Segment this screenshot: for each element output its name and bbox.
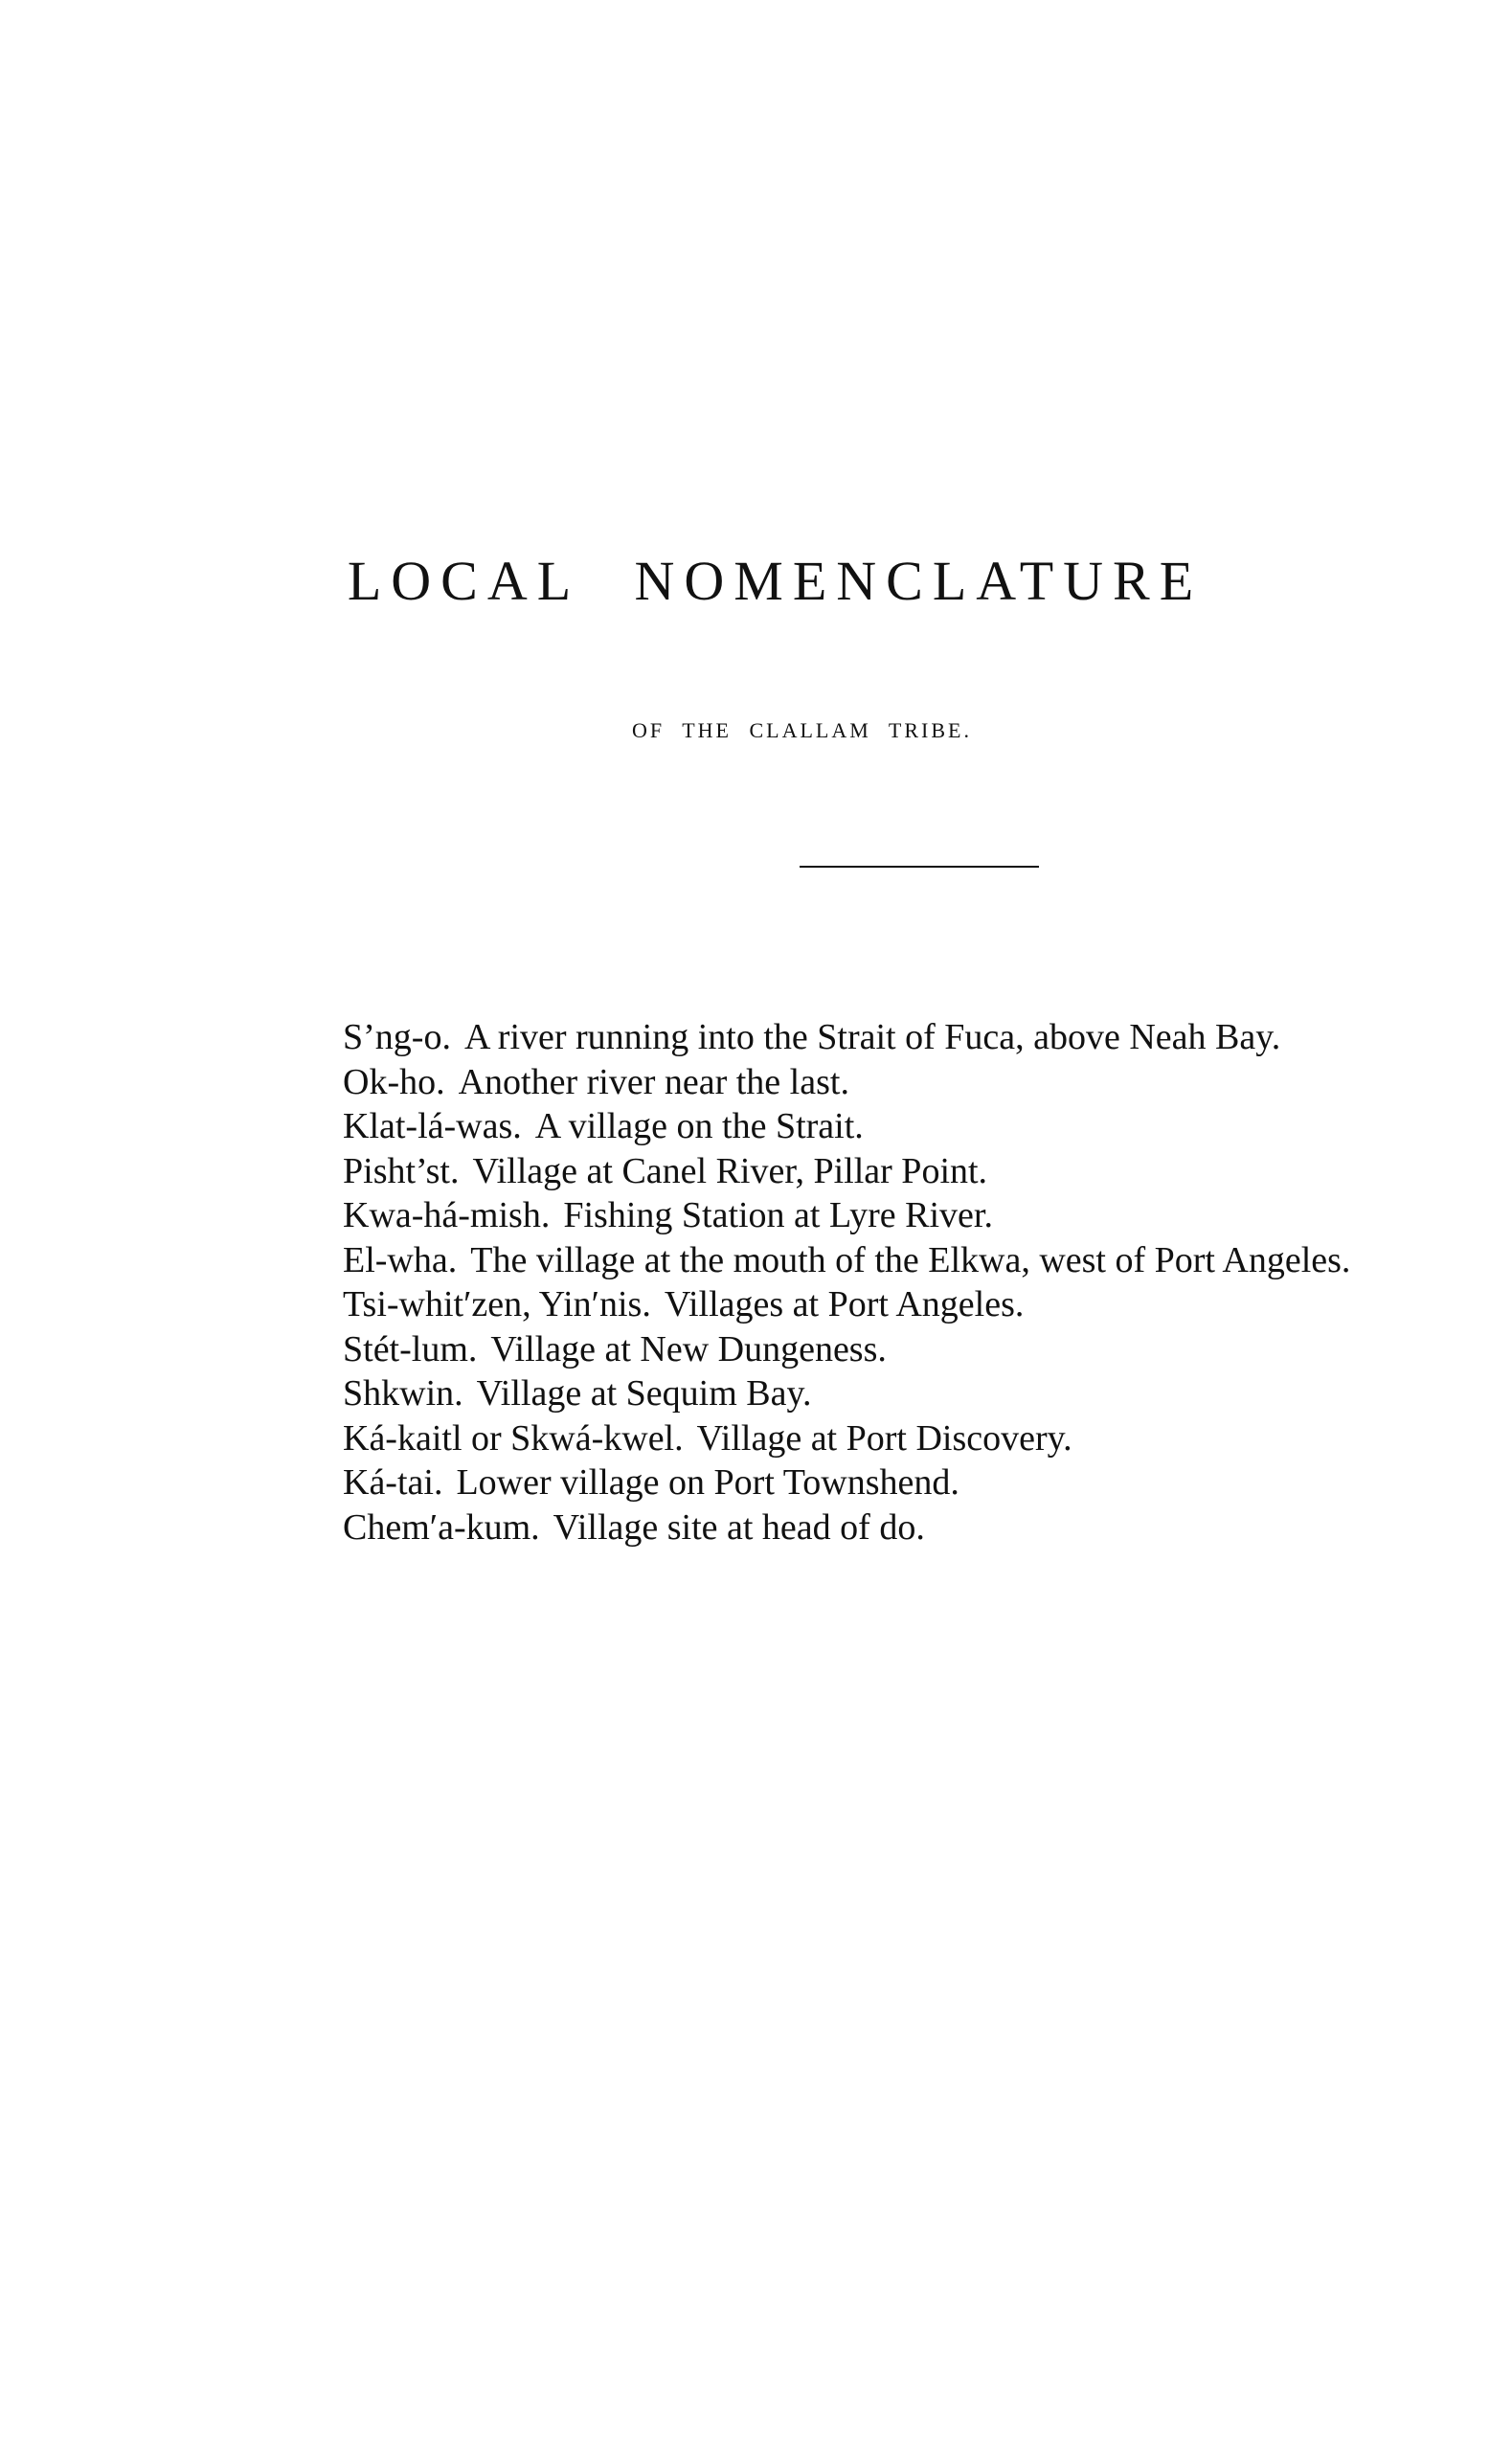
- entry-name: Kwa-há-mish.: [343, 1195, 551, 1235]
- list-item: [343, 1371, 1475, 1416]
- entry-description: A river running into the Strait of Fuca, above Neah Bay.: [463, 1017, 1281, 1057]
- entry-name: Ok-ho.: [343, 1061, 445, 1102]
- entry-name: Chem′a-kum.: [343, 1506, 540, 1548]
- entry-name: Stét-lum.: [343, 1328, 478, 1369]
- entry-description: Village at Port Discovery.: [696, 1417, 1072, 1459]
- entry-name: Pisht’st.: [343, 1150, 460, 1191]
- list-item: [343, 1416, 1475, 1461]
- entry-name: Shkwin.: [343, 1373, 463, 1414]
- entry-description: Fishing Station at Lyre River.: [563, 1195, 993, 1235]
- entry-description: The village at the mouth of the Elkwa, west of Port Angeles.: [470, 1239, 1351, 1280]
- list-item: [343, 1460, 1475, 1505]
- list-item: [343, 1327, 1475, 1372]
- entry-description: Village at New Dungeness.: [490, 1328, 887, 1369]
- divider-rule: [800, 866, 1039, 868]
- list-item: [343, 1238, 1475, 1283]
- entry-name: Klat-lá-was.: [343, 1106, 522, 1146]
- entry-name: Tsi-whit′zen, Yin′nis.: [343, 1284, 651, 1324]
- entry-name: S’ng-o.: [343, 1017, 451, 1057]
- entry-description: Village site at head of do.: [553, 1506, 925, 1548]
- list-item: [343, 1505, 1475, 1550]
- page-subtitle: OF THE CLALLAM TRIBE.: [632, 718, 972, 742]
- entry-name: Ká-kaitl or Skwá-kwel.: [343, 1417, 684, 1459]
- list-item: [343, 1193, 1475, 1238]
- nomenclature-list: [343, 1015, 1475, 1550]
- entry-description: Village at Canel River, Pillar Point.: [472, 1150, 988, 1191]
- list-item: [343, 1104, 1475, 1149]
- entry-description: Village at Sequim Bay.: [476, 1373, 812, 1414]
- entry-description: Lower village on Port Townshend.: [456, 1462, 959, 1503]
- entry-name: Ká-tai.: [343, 1462, 443, 1503]
- list-item: [343, 1015, 1475, 1060]
- entry-description: Another river near the last.: [458, 1061, 849, 1102]
- entry-description: Villages at Port Angeles.: [664, 1284, 1025, 1324]
- page-title: LOCAL NOMENCLATURE: [347, 550, 1204, 612]
- list-item: [343, 1149, 1475, 1194]
- entry-name: El-wha.: [343, 1239, 458, 1280]
- list-item: [343, 1282, 1475, 1327]
- entry-description: A village on the Strait.: [534, 1106, 864, 1146]
- list-item: [343, 1060, 1475, 1105]
